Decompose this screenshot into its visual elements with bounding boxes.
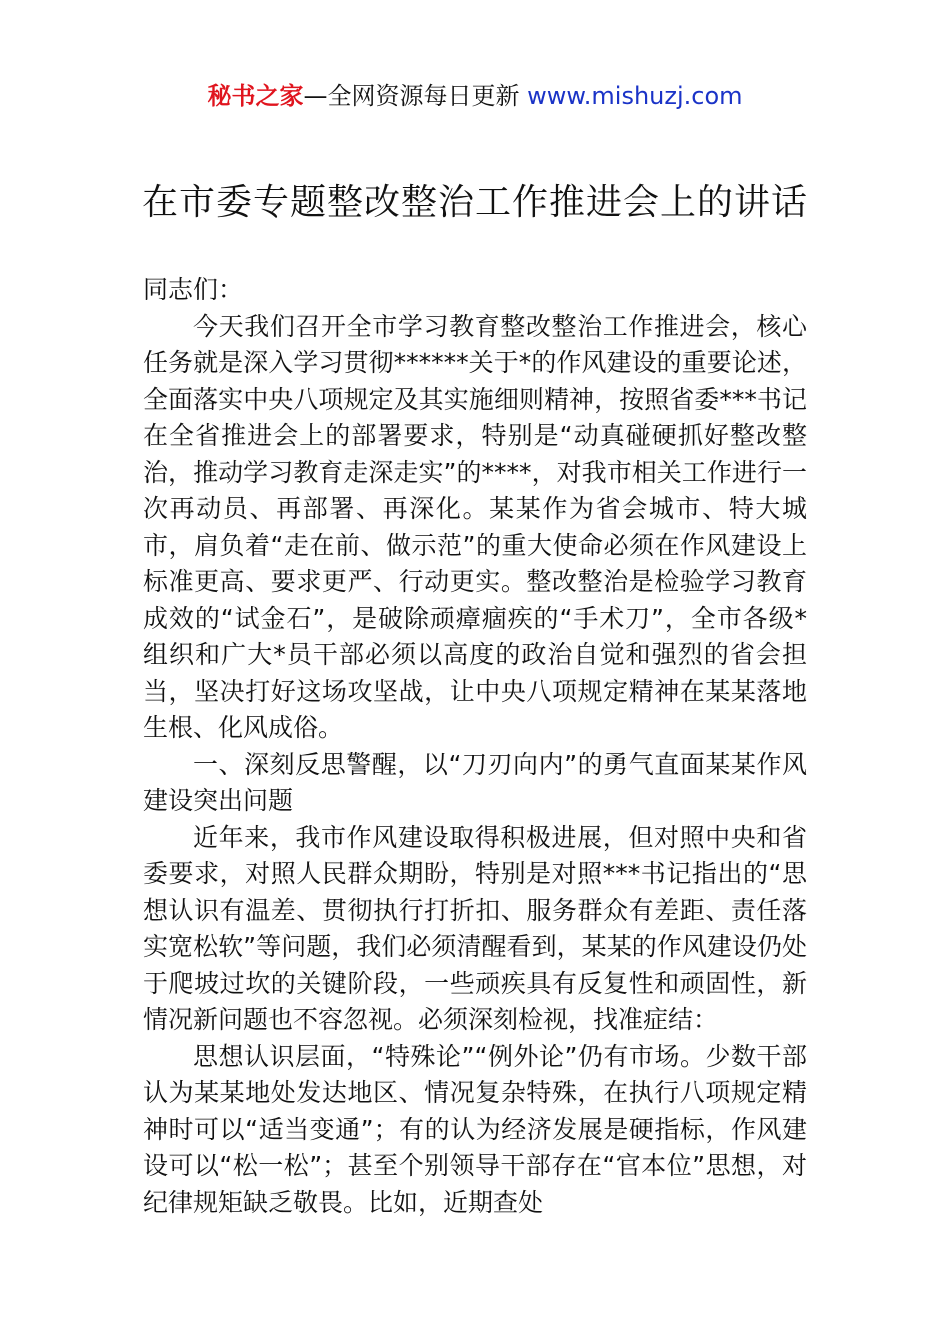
section-heading-1: 一、深刻反思警醒，以“刀刃向内”的勇气直面某某作风建设突出问题 (143, 749, 807, 815)
paragraph: 近年来，我市作风建设取得积极进展，但对照中央和省委要求，对照人民群众期盼，特别是对照***书记指出的“思想认识有温差、贯彻执行打折扣、服务群众有差距、责任落实宽松软”等问题，我们必须清醒看到，某某的作风建设仍处于爬坡过坎的关键阶段，一些顽疾具有反复性和顽固性，新情况新问题也不容忽视。必须深刻检视，找准症结： (143, 822, 807, 1034)
document-body (143, 272, 807, 1221)
salutation: 同志们： (143, 275, 244, 304)
document-title: 在市委专题整改整治工作推进会上的讲话 (141, 182, 808, 223)
paragraph: 思想认识层面，“特殊论”“例外论”仍有市场。少数干部认为某某地处发达地区、情况复杂特殊，在执行八项规定精神时可以“适当变通”；有的认为经济发展是硬指标，作风建设可以“松一松”；甚至个别领导干部存在“官本位”思想，对纪律规矩缺乏敬畏。比如，近期查处 (143, 1041, 807, 1217)
brand-name: 秘书之家 (207, 82, 304, 110)
site-url-link[interactable]: www.mishuzj.com (527, 82, 743, 110)
site-banner (0, 80, 950, 112)
banner-tagline: —全网资源每日更新 (303, 82, 528, 110)
paragraph-intro: 今天我们召开全市学习教育整改整治工作推进会，核心任务就是深入学习贯彻******关于*的作风建设的重要论述，全面落实中央八项规定及其实施细则精神，按照省委***书记在全省推进会上的部署要求，特别是“动真碰硬抓好整改整治，推动学习教育走深走实”的****，对我市相关工作进行一次再动员、再部署、再深化。某某作为省会城市、特大城市，肩负着“走在前、做示范”的重大使命必须在作风建设上标准更高、要求更严、行动更实。整改整治是检验学习教育成效的“试金石”，是破除顽瘴痼疾的“手术刀”，全市各级*组织和广大*员干部必须以高度的政治自觉和强烈的省会担当，坚决打好这场攻坚战，让中央八项规定精神在某某落地生根、化风成俗。 (143, 311, 807, 742)
